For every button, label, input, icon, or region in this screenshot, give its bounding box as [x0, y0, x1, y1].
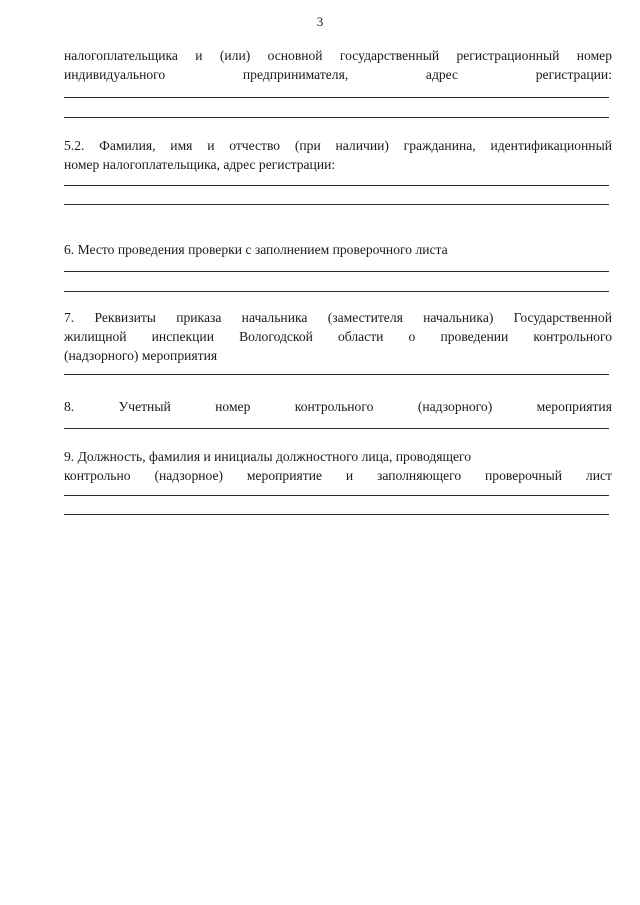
- fill-in-line: [64, 117, 609, 118]
- fill-in-line: [64, 514, 609, 515]
- section-9-line-2: [64, 466, 612, 485]
- section-5-1-line-1-text: налогоплательщика и (или) основной государственный регистрационный номер: [64, 48, 612, 63]
- section-9-line-1: 9. Должность, фамилия и инициалы должностного лица, проводящего: [64, 449, 472, 464]
- page-number: 3: [316, 14, 324, 29]
- word: заполняющего: [377, 468, 462, 483]
- word: мероприятия: [536, 399, 612, 414]
- word: контрольного: [294, 399, 374, 414]
- fill-in-line: [64, 428, 609, 429]
- section-6-line-1: 6. Место проведения проверки с заполнением проверочного листа: [64, 242, 448, 257]
- section-7-line-2: жилищной инспекции Вологодской области о проведении контрольного: [64, 329, 612, 344]
- word: мероприятие: [246, 468, 322, 483]
- section-8-text: [64, 397, 612, 416]
- word: номер: [215, 399, 251, 414]
- section-7-line-3: (надзорного) мероприятия: [64, 348, 218, 363]
- section-5-2-line-2: номер налогоплательщика, адрес регистрации:: [64, 157, 336, 172]
- fill-in-line: [64, 185, 609, 186]
- word: 8.: [64, 399, 75, 414]
- section-8-line-1: [64, 397, 612, 416]
- section-7-line-1: 7. Реквизиты приказа начальника (заместителя начальника) Государственной: [64, 310, 612, 325]
- word: Учетный: [118, 399, 171, 414]
- word: регистрации:: [535, 67, 612, 82]
- fill-in-line: [64, 204, 609, 205]
- word: (надзорное): [154, 468, 224, 483]
- fill-in-line: [64, 291, 609, 292]
- fill-in-line: [64, 271, 609, 272]
- section-9-text: [64, 447, 612, 485]
- word: проверочный: [485, 468, 563, 483]
- section-5-1-line-1: [64, 46, 612, 65]
- fill-in-line: [64, 97, 609, 98]
- section-5-1-text: [64, 46, 612, 84]
- word: индивидуального: [64, 67, 166, 82]
- word: лист: [585, 468, 612, 483]
- fill-in-line: [64, 495, 609, 496]
- section-5-2-text: [64, 136, 612, 174]
- word: (надзорного): [417, 399, 493, 414]
- fill-in-line: [64, 374, 609, 375]
- word: и: [345, 468, 354, 483]
- section-7-text: [64, 308, 612, 365]
- word: адрес: [425, 67, 459, 82]
- word: контрольно: [64, 468, 131, 483]
- section-5-1-line-2: [64, 65, 612, 84]
- section-5-2-line-1: 5.2. Фамилия, имя и отчество (при наличии) гражданина, идентификационный: [64, 138, 612, 153]
- word: предпринимателя,: [242, 67, 349, 82]
- section-6-text: [64, 240, 612, 259]
